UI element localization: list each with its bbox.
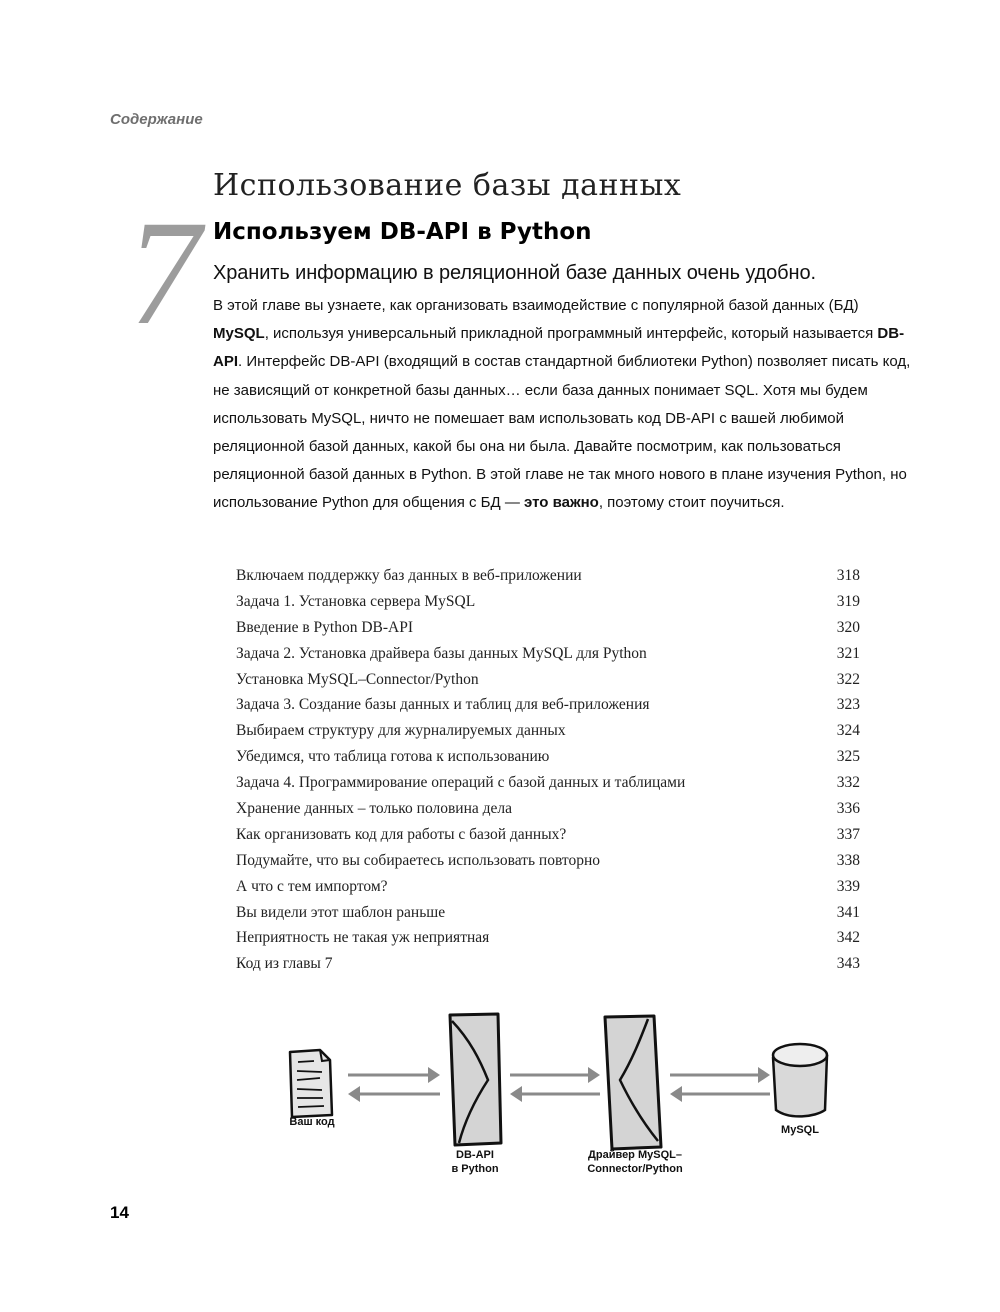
- toc-entry-page: 332: [836, 774, 860, 792]
- toc-entry-title: Задача 1. Установка сервера MySQL: [236, 592, 476, 610]
- toc-entry-page: 323: [836, 696, 860, 714]
- toc-entry[interactable]: [236, 951, 860, 977]
- intro-bold-dbapi: DB-API: [213, 325, 905, 371]
- toc-entry[interactable]: [236, 848, 860, 874]
- toc-entry[interactable]: [236, 641, 860, 667]
- toc-entry-title: Выбираем структуру для журналируемых данных: [236, 722, 566, 740]
- dbapi-box-icon: [450, 1014, 501, 1145]
- toc-entry-title: Убедимся, что таблица готова к использованию: [236, 748, 550, 766]
- toc-entry-title: Введение в Python DB-API: [236, 618, 414, 636]
- code-document-icon: [290, 1050, 332, 1117]
- toc-entry-title: Хранение данных – только половина дела: [236, 800, 513, 818]
- toc-entry[interactable]: [236, 744, 860, 770]
- toc-entry-title: Как организовать код для работы с базой данных?: [236, 825, 567, 843]
- arrows-dbapi-driver: [510, 1067, 600, 1102]
- mysql-database-icon: [773, 1044, 827, 1116]
- label-dbapi-line2: в Python: [451, 1163, 499, 1175]
- label-driver-line2: Connector/Python: [587, 1163, 683, 1175]
- toc-entry-title: Установка MySQL–Connector/Python: [236, 670, 479, 688]
- chapter-intro-paragraph: [213, 292, 913, 518]
- toc-entry[interactable]: [236, 718, 860, 744]
- toc-entry-page: 338: [836, 851, 860, 869]
- toc-entry[interactable]: [236, 874, 860, 900]
- toc-entry-page: 341: [836, 903, 860, 921]
- toc-entry-title: Задача 4. Программирование операций с базой данных и таблицами: [236, 774, 686, 792]
- toc-entry-title: Вы видели этот шаблон раньше: [236, 903, 446, 921]
- toc-entry-page: 320: [836, 618, 860, 636]
- chapter-number: 7: [116, 190, 215, 356]
- intro-text-3: . Интерфейс DB-API (входящий в состав стандартной библиотеки Python) позволяет писать код, не зависящий от конкретной базы данных… если база данных понимает SQL. Хотя мы будем использовать MySQL, ничто не помешает вам использовать код DB-API с вашей любимой реляционной базой данных, какой бы она ни была. Давайте посмотрим, как пользоваться реляционной базой данных в Python. В этой главе не так много нового в плане изучения Python, но использование Python для общения с БД —: [213, 353, 911, 512]
- toc-entry-page: 324: [836, 722, 860, 740]
- toc-entry[interactable]: [236, 589, 860, 615]
- toc-entry[interactable]: [236, 667, 860, 693]
- intro-text-1: В этой главе вы узнаете, как организовать взаимодействие с популярной базой данных (БД): [213, 297, 859, 314]
- label-dbapi: [430, 1148, 520, 1176]
- table-of-contents: [236, 563, 860, 977]
- toc-entry-title: Включаем поддержку баз данных в веб-приложении: [236, 567, 582, 584]
- toc-entry-title: Неприятность не такая уж неприятная: [236, 929, 490, 947]
- toc-entry-title: Подумайте, что вы собираетесь использовать повторно: [236, 851, 600, 869]
- toc-entry-title: Задача 2. Установка драйвера базы данных MySQL для Python: [236, 644, 647, 662]
- toc-entry-page: 337: [836, 825, 860, 843]
- arrows-driver-mysql: [670, 1067, 770, 1102]
- toc-entry-page: 342: [836, 929, 860, 947]
- running-head: Содержание: [110, 111, 203, 128]
- toc-entry-page: 325: [836, 748, 860, 766]
- chapter-title: Используем DB-API в Python: [213, 219, 592, 245]
- intro-bold-mysql: MySQL: [213, 325, 265, 343]
- label-your-code: Ваш код: [289, 1116, 335, 1128]
- toc-entry-page: 318: [836, 567, 860, 584]
- toc-entry[interactable]: [236, 925, 860, 951]
- toc-entry-page: 321: [836, 644, 860, 662]
- toc-entry-page: 339: [836, 877, 860, 895]
- toc-entry-page: 343: [836, 955, 860, 973]
- architecture-diagram: [270, 1005, 870, 1185]
- toc-entry-page: 322: [836, 670, 860, 688]
- label-mysql: MySQL: [781, 1124, 819, 1136]
- toc-entry-page: 336: [836, 800, 860, 818]
- toc-entry-title: А что с тем импортом?: [236, 877, 388, 895]
- intro-text-4: , поэтому стоит поучиться.: [598, 494, 785, 512]
- toc-entry[interactable]: [236, 692, 860, 718]
- driver-box-icon: [605, 1016, 661, 1149]
- toc-entry[interactable]: [236, 615, 860, 641]
- label-driver-line1: Драйвер MySQL–: [588, 1149, 682, 1161]
- label-driver: [570, 1148, 700, 1176]
- toc-entry[interactable]: [236, 900, 860, 926]
- toc-entry-title: Задача 3. Создание базы данных и таблиц для веб-приложения: [236, 696, 650, 714]
- intro-text-2: , используя универсальный прикладной программный интерфейс, который называется: [264, 325, 878, 343]
- toc-entry-page: 319: [836, 592, 860, 610]
- chapter-fancy-title: Использование базы данных: [213, 168, 682, 203]
- intro-bold-important: это важно: [524, 494, 599, 512]
- arrows-code-dbapi: [348, 1067, 440, 1102]
- toc-entry[interactable]: [236, 770, 860, 796]
- toc-entry-title: Код из главы 7: [236, 955, 333, 973]
- chapter-lead: Хранить информацию в реляционной базе данных очень удобно.: [213, 262, 816, 284]
- toc-entry[interactable]: [236, 563, 860, 589]
- toc-entry[interactable]: [236, 822, 860, 848]
- page-number: 14: [110, 1203, 129, 1222]
- toc-entry[interactable]: [236, 796, 860, 822]
- label-dbapi-line1: DB-API: [456, 1149, 494, 1161]
